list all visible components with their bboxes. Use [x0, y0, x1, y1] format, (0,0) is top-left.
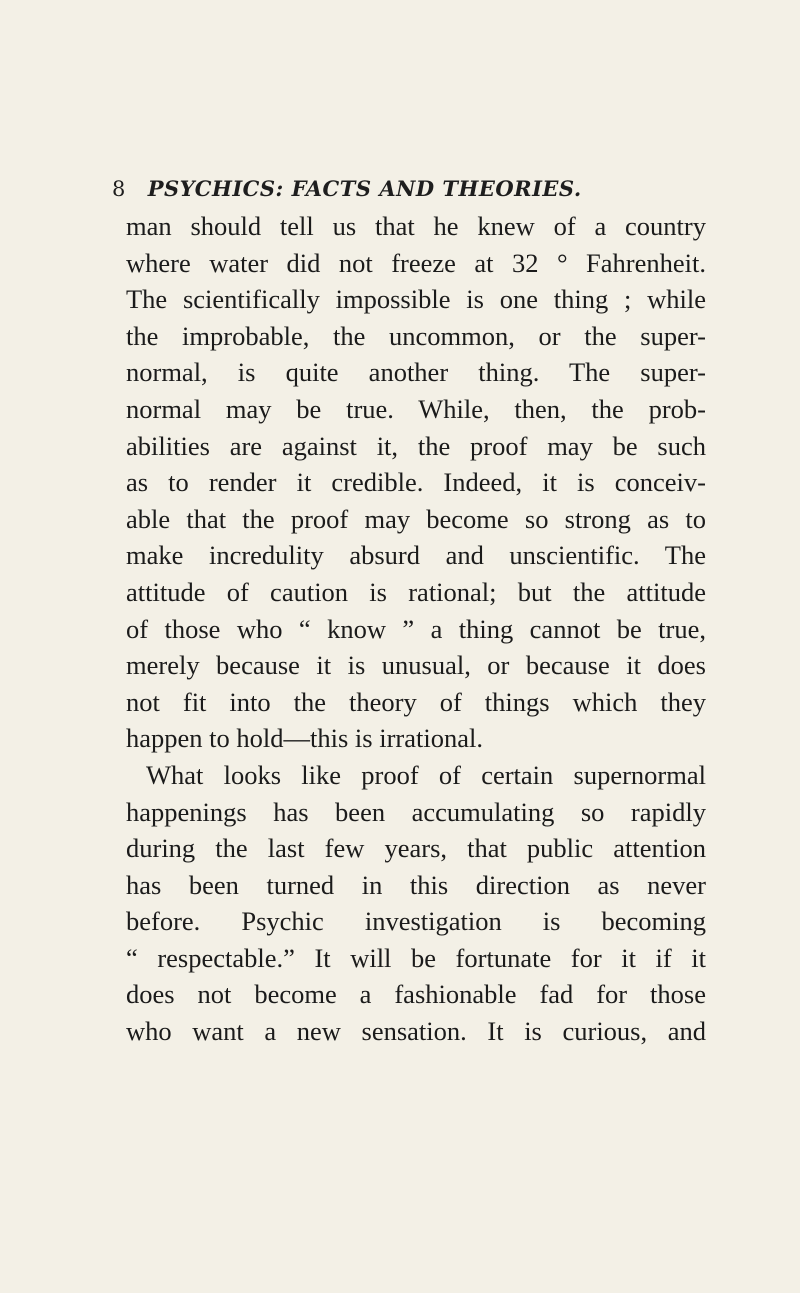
body-text — [126, 208, 706, 1050]
running-title: PSYCHICS: FACTS AND THEORIES. — [147, 176, 582, 201]
text-line: does not become a fashionable fad for those — [126, 979, 706, 1010]
text-line: before. Psychic investigation is becoming — [126, 906, 706, 937]
text-line: as to render it credible. Indeed, it is conceiv- — [126, 467, 706, 498]
text-line: happenings has been accumulating so rapidly — [126, 796, 706, 827]
text-line: not fit into the theory of things which they — [126, 686, 706, 717]
text-line: who want a new sensation. It is curious, and — [126, 1016, 706, 1047]
text-line: make incredulity absurd and unscientific. The — [126, 540, 706, 571]
page-number: 8 — [112, 177, 126, 201]
text-line: abilities are against it, the proof may be such — [126, 430, 706, 461]
text-line: normal, is quite another thing. The super- — [126, 357, 706, 388]
text-line: the improbable, the uncommon, or the super- — [126, 320, 706, 351]
text-line: able that the proof may become so strong as to — [126, 503, 706, 534]
text-line: man should tell us that he knew of a country — [126, 211, 706, 241]
text-line: of those who “ know ” a thing cannot be true, — [126, 613, 706, 644]
text-line: happen to hold—this is irrational. — [126, 723, 483, 754]
text-line: merely because it is unusual, or because it does — [126, 650, 706, 681]
text-line: The scientifically impossible is one thing ; while — [126, 284, 706, 315]
text-line: attitude of caution is rational; but the attitude — [126, 576, 706, 607]
text-line: normal may be true. While, then, the prob- — [126, 393, 706, 424]
running-head — [112, 176, 712, 201]
text-line: during the last few years, that public attention — [126, 833, 706, 864]
text-line: has been turned in this direction as never — [126, 869, 706, 900]
text-line: “ respectable.” It will be fortunate for it if it — [126, 942, 706, 973]
text-line: What looks like proof of certain supernormal — [146, 759, 706, 790]
text-line: where water did not freeze at 32 ° Fahrenheit. — [126, 247, 706, 278]
